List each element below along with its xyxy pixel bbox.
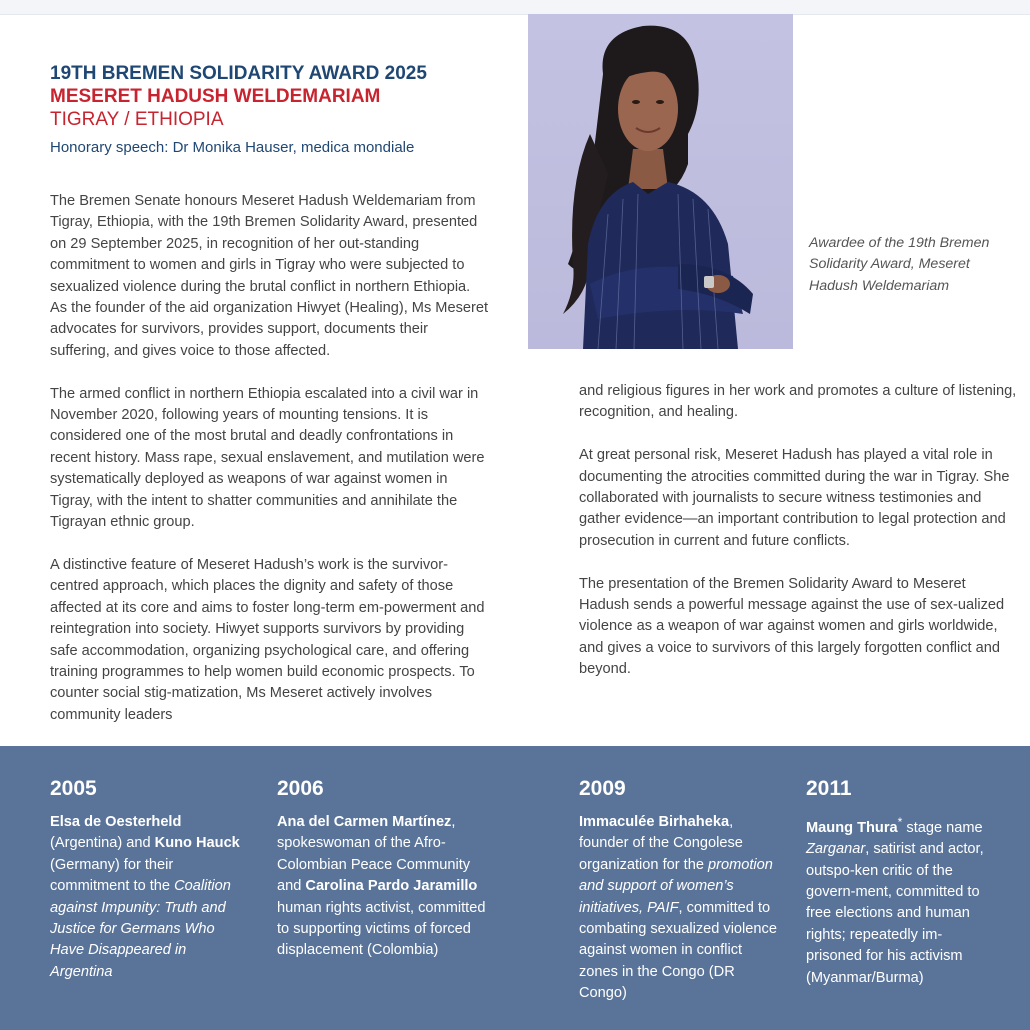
awardee-name: Carolina Pardo Jaramillo (305, 878, 478, 895)
timeline-year: 2006 (277, 777, 324, 800)
timeline-year: 2009 (579, 777, 626, 800)
awardee-name: MESERET HADUSH WELDEMARIAM (50, 86, 381, 107)
awardee-name: Immaculée Birhaheka (579, 814, 730, 830)
timeline-year: 2005 (50, 777, 97, 800)
organization-name: promotion and support of women’s initiatives, PAIF (579, 856, 773, 916)
timeline-text-part: human rights activist, committed to supporting victims of forced displacement (Colombia) (277, 899, 486, 959)
awardee-location: TIGRAY / ETHIOPIA (50, 109, 224, 130)
awardee-name: Maung Thura (806, 819, 898, 836)
timeline-text (579, 812, 784, 1005)
organization-name: Coalition against Impunity: Truth and Justice for Germans Who Have Disappeared in Argentina (50, 878, 231, 980)
timeline-text-part: , satirist and actor, outspo-ken critic of the govern-ment, committed to free elections and human rights; repeatedly im-prisoned for his activism (Myanmar/Burma) (806, 841, 984, 986)
timeline-text-part: stage name (902, 819, 983, 836)
timeline-text-part: (Germany) for their commitment to the (50, 856, 175, 895)
paragraph-3: A distinctive feature of Meseret Hadush’s work is the survivor-centred approach, which places the dignity and safety of those affected at its core and aims to foster long-term em-powerment and reintegration into society. Hiwyet supports survivors by providing safe accommodation, organizing psychological care, and offering training programmes to help women build economic prospects. To counter social stig-matization, Ms Meseret actively involves community leaders (50, 556, 485, 723)
page-header (50, 62, 510, 158)
portrait-illustration (528, 14, 793, 349)
timeline-text-part: , spokeswoman of the Afro-Colombian Peace Community and (277, 814, 471, 895)
timeline-entry-2006 (277, 776, 492, 962)
awardee-photo (528, 14, 793, 349)
timeline-entry-2011 (806, 776, 996, 989)
award-title: 19TH BREMEN SOLIDARITY AWARD 2025 (50, 63, 427, 84)
article-column-right (579, 381, 1019, 702)
awardee-name: Elsa de Oesterheld (50, 814, 182, 830)
timeline-text (277, 812, 492, 962)
paragraph-2: The armed conflict in northern Ethiopia escalated into a civil war in November 2020, following years of mounting tensions. It is considered one of the most brutal and deadly confrontations in recent history. Mass rape, sexual enslavement, and mutilation were systematically deployed as weapons of war against women in Tigray, with the intent to shatter communities and annihilate the Tigrayan ethnic group. (50, 385, 485, 531)
paragraph-5: At great personal risk, Meseret Hadush has played a vital role in documenting the atrocities committed during the war in Tigray. She collaborated with journalists to secure witness testimonies and gather evidence—an important contribution to legal protection and prosecution in current and future conflicts. (579, 447, 1010, 549)
honorary-speech: Honorary speech: Dr Monika Hauser, medica mondiale (50, 139, 415, 156)
timeline-text-part: (Argentina) and (50, 835, 155, 852)
paragraph-4: and religious figures in her work and promotes a culture of listening, recognition, and healing. (579, 383, 1017, 421)
footnote-marker: * (897, 815, 903, 829)
timeline-entry-2005 (50, 776, 250, 983)
timeline-text (806, 812, 996, 989)
photo-caption: Awardee of the 19th Bremen Solidarity Award, Meseret Hadush Weldemariam (809, 235, 990, 294)
timeline-text-part: , committed to combating sexualized violence against women in conflict zones in the Congo (DR Congo) (579, 899, 777, 1002)
timeline-entry-2009 (579, 776, 784, 1005)
article-column-left (50, 191, 490, 748)
awardee-name: Kuno Hauck (154, 835, 240, 852)
previous-awardees-timeline (0, 746, 1030, 1030)
paragraph-6: The presentation of the Bremen Solidarity Award to Meseret Hadush sends a powerful message against the use of sex-ualized violence as a weapon of war against women and girls worldwide, and gives a voice to survivors of this largely forgotten conflict and beyond. (579, 575, 1005, 678)
timeline-text (50, 812, 250, 983)
stage-name: Zarganar (806, 841, 866, 858)
top-band (0, 0, 1030, 15)
timeline-text-part: , founder of the Congolese organization for the (579, 814, 743, 873)
awardee-name: Ana del Carmen Martínez (277, 814, 452, 830)
timeline-year: 2011 (806, 777, 852, 800)
paragraph-1: The Bremen Senate honours Meseret Hadush Weldemariam from Tigray, Ethiopia, with the 19th Bremen Solidarity Award, presented on 29 September 2025, in recognition of her out-standing commitment to women and girls in Tigray who were subjected to sexualized violence during the brutal conflict in northern Ethiopia. As the founder of the aid organization Hiwyet (Healing), Ms Meseret advocates for survivors, provides support, documents their suffering, and gives voice to those affected. (50, 193, 489, 359)
